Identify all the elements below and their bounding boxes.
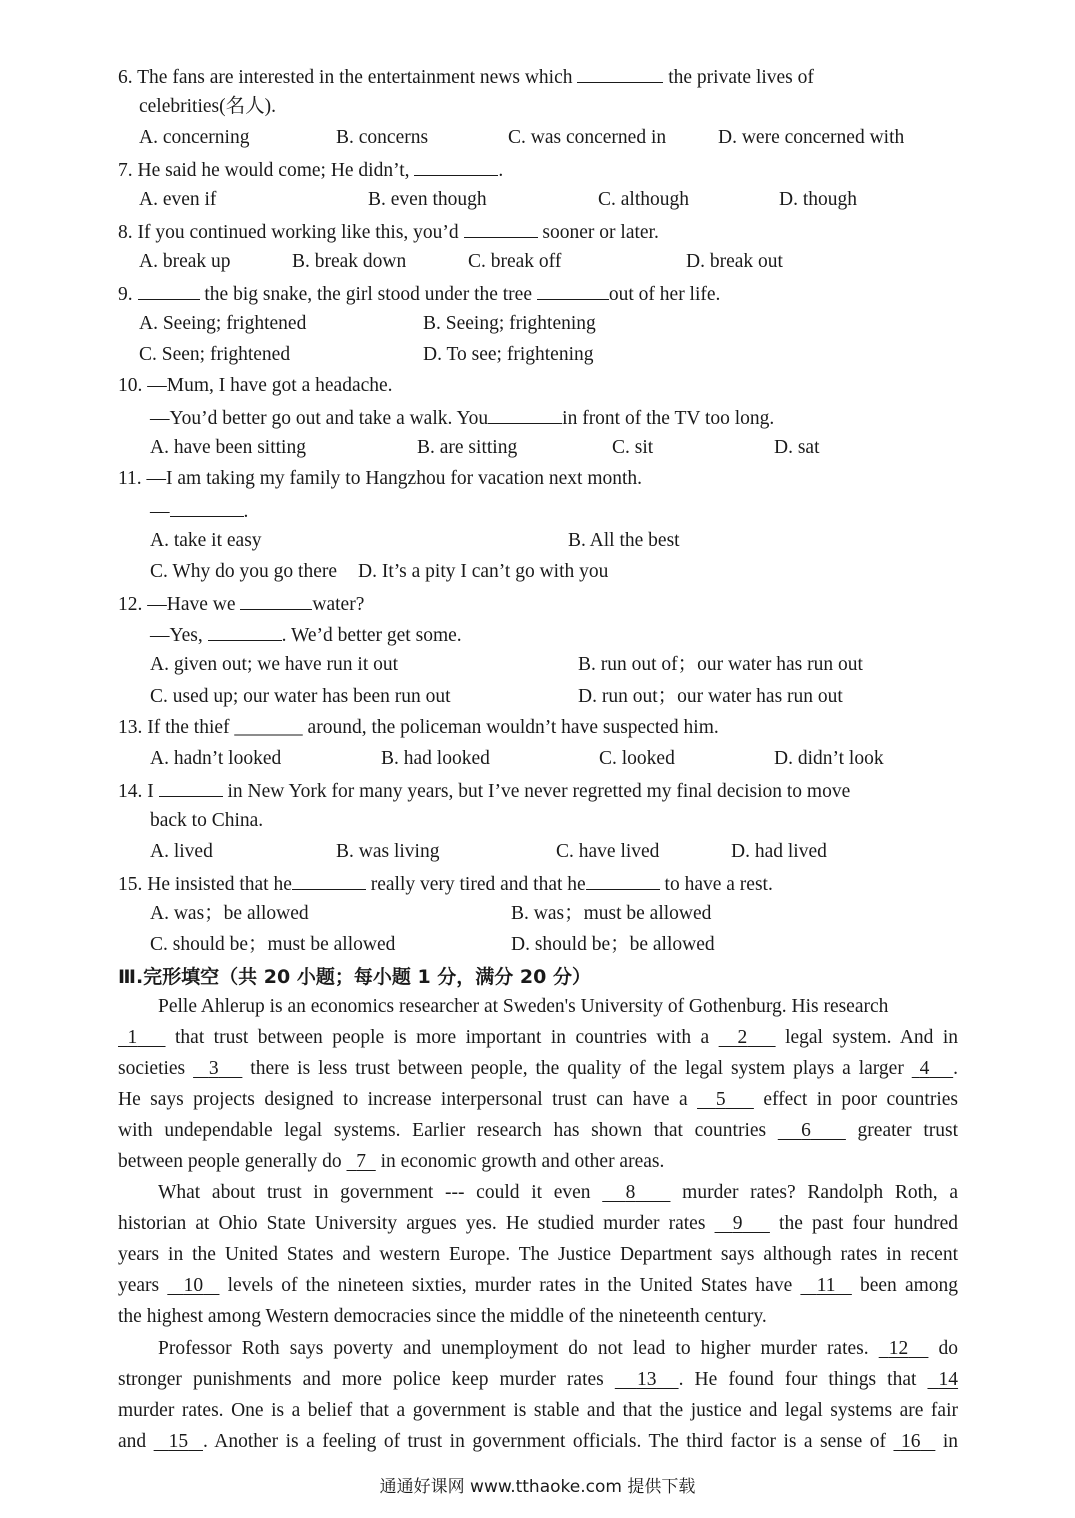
option-b[interactable]: B. had looked <box>381 748 490 769</box>
answer-blank[interactable] <box>577 64 663 83</box>
answer-blank[interactable] <box>208 622 282 641</box>
question-10-line2: —You’d better go out and take a walk. You in front of the TV too long. <box>150 405 774 431</box>
option-c[interactable]: C. was concerned in <box>508 127 667 148</box>
cloze-blank[interactable]: 1 <box>127 1027 138 1048</box>
option-b[interactable]: B. are sitting <box>417 437 518 458</box>
option-d[interactable]: D. should be；be allowed <box>511 934 715 955</box>
answer-blank[interactable] <box>138 281 200 300</box>
question-8-stem: 8. If you continued working like this, you’d sooner or later. <box>118 219 659 245</box>
answer-blank[interactable] <box>170 498 244 517</box>
option-d[interactable]: D. were concerned with <box>718 127 905 148</box>
question-7-stem: 7. He said he would come; He didn’t, . <box>118 157 503 183</box>
question-13-stem: 13. If the thief _______ around, the policeman wouldn’t have suspected him. <box>118 717 719 738</box>
option-c[interactable]: C. Why do you go there <box>150 561 338 582</box>
option-b[interactable]: B. was；must be allowed <box>511 903 712 924</box>
passage-line: Pelle Ahlerup is an economics researcher at Sweden's University of Gothenburg. His research <box>158 996 889 1017</box>
option-c[interactable]: C. sit <box>612 437 654 458</box>
option-c[interactable]: C. used up; our water has been run out <box>150 686 451 707</box>
option-d[interactable]: D. It’s a pity I can’t go with you <box>358 561 609 582</box>
question-11-line1: 11. —I am taking my family to Hangzhou for vacation next month. <box>118 468 643 489</box>
cloze-blank[interactable]: 7 <box>356 1151 366 1172</box>
passage-line: murder rates. One is a belief that a government is stable and that the justice and legal systems are fair <box>118 1400 958 1421</box>
option-a[interactable]: A. lived <box>150 841 213 862</box>
passage-line: years 10 levels of the nineteen sixties, murder rates in the United States have 11 been among <box>118 1275 959 1296</box>
answer-blank[interactable] <box>464 219 538 238</box>
option-d[interactable]: D. sat <box>774 437 820 458</box>
passage-line: between people generally do 7 in economic growth and other areas. <box>118 1151 665 1172</box>
answer-blank[interactable] <box>414 157 498 176</box>
question-6-stem-cont: celebrities(名人). <box>139 96 276 117</box>
passage-line: societies 3 there is less trust between people, the quality of the legal system plays a larger 4 . <box>118 1058 959 1079</box>
option-d[interactable]: D. didn’t look <box>774 748 884 769</box>
cloze-blank[interactable]: 12 <box>888 1338 909 1359</box>
option-d[interactable]: D. break out <box>686 251 783 272</box>
question-11-line2: — . <box>150 498 248 524</box>
option-b[interactable]: B. even though <box>368 189 487 210</box>
passage-line: What about trust in government --- could it even 8 murder rates? Randolph Roth, a <box>158 1182 959 1203</box>
passage-line: Professor Roth says poverty and unemployment do not lead to higher murder rates. 12 do <box>158 1338 959 1359</box>
passage-line: and 15 . Another is a feeling of trust in government officials. The third factor is a sense of 16 in <box>118 1431 959 1452</box>
passage-line: historian at Ohio State University argues yes. He studied murder rates 9 the past four hundred <box>118 1213 959 1234</box>
page-footer: 通通好课网 www.tthaoke.com 提供下载 <box>379 1477 696 1497</box>
answer-blank[interactable] <box>240 591 312 610</box>
option-a[interactable]: A. was；be allowed <box>150 903 309 924</box>
option-b[interactable]: B. Seeing; frightening <box>423 313 596 334</box>
answer-blank[interactable] <box>159 778 223 797</box>
option-a[interactable]: A. take it easy <box>150 530 262 551</box>
question-12-line1: 12. —Have we water? <box>118 591 364 617</box>
option-b[interactable]: B. run out of；our water has run out <box>578 654 863 675</box>
answer-blank[interactable] <box>292 871 366 890</box>
option-a[interactable]: A. hadn’t looked <box>150 748 282 769</box>
option-c[interactable]: C. have lived <box>556 841 660 862</box>
question-6-stem: 6. The fans are interested in the entertainment news which the private lives of <box>118 64 814 90</box>
option-b[interactable]: B. was living <box>336 841 440 862</box>
cloze-blank[interactable]: 3 <box>208 1058 219 1079</box>
option-c[interactable]: C. Seen; frightened <box>139 344 291 365</box>
passage-line: years in the United States and western Europe. The Justice Department says although rates in recent <box>118 1244 958 1265</box>
question-14-stem-cont: back to China. <box>150 810 264 831</box>
passage-line: 1 that trust between people is more important in countries with a 2 legal system. And in <box>118 1026 958 1050</box>
cloze-blank[interactable]: 9 <box>732 1213 743 1234</box>
passage-line: the highest among Western democracies since the middle of the nineteenth century. <box>118 1306 767 1327</box>
option-b[interactable]: B. All the best <box>568 530 680 551</box>
option-b[interactable]: B. break down <box>292 251 407 272</box>
cloze-blank[interactable]: 5 <box>715 1089 726 1110</box>
cloze-blank[interactable]: 16 <box>900 1431 921 1452</box>
cloze-blank[interactable]: 15 <box>168 1431 189 1452</box>
option-c[interactable]: C. looked <box>599 748 675 769</box>
option-c[interactable]: C. although <box>598 189 689 210</box>
option-d[interactable]: D. though <box>779 189 857 210</box>
passage-line: stronger punishments and more police keep murder rates 13 . He found four things that 14 <box>118 1369 959 1390</box>
question-12-line2: —Yes, . We’d better get some. <box>150 622 462 648</box>
question-10-line1: 10. —Mum, I have got a headache. <box>118 375 393 396</box>
option-a[interactable]: A. given out; we have run it out <box>150 654 399 675</box>
cloze-blank[interactable]: 10 <box>183 1275 204 1296</box>
question-9-stem: 9. the big snake, the girl stood under the tree out of her life. <box>118 281 720 307</box>
passage-line: with undependable legal systems. Earlier research has shown that countries 6 greater trust <box>118 1120 959 1141</box>
answer-blank[interactable] <box>586 871 660 890</box>
answer-blank[interactable] <box>488 405 562 424</box>
cloze-blank[interactable]: 11 <box>816 1275 836 1296</box>
cloze-blank[interactable]: 2 <box>737 1027 748 1048</box>
answer-blank[interactable] <box>537 281 609 300</box>
option-a[interactable]: A. even if <box>139 189 217 210</box>
option-a[interactable]: A. Seeing; frightened <box>139 313 307 334</box>
cloze-blank[interactable]: 4 <box>919 1058 930 1079</box>
option-d[interactable]: D. run out；our water has run out <box>578 686 843 707</box>
option-a[interactable]: A. break up <box>139 251 231 272</box>
option-d[interactable]: D. had lived <box>731 841 827 862</box>
cloze-blank[interactable]: 6 <box>801 1120 811 1141</box>
option-a[interactable]: A. concerning <box>139 127 250 148</box>
cloze-blank[interactable]: 13 <box>636 1369 657 1390</box>
option-c[interactable]: C. should be；must be allowed <box>150 934 396 955</box>
section-heading: Ⅲ.完形填空（共 20 小题；每小题 1 分，满分 20 分） <box>118 966 591 988</box>
passage-line: He says projects designed to increase interpersonal trust can have a 5 effect in poor countries <box>118 1089 958 1110</box>
option-d[interactable]: D. To see; frightening <box>423 344 594 365</box>
cloze-blank[interactable]: 8 <box>625 1182 636 1203</box>
cloze-blank[interactable]: 14 <box>938 1369 959 1390</box>
question-15-stem: 15. He insisted that he really very tired and that he to have a rest. <box>118 871 773 897</box>
option-c[interactable]: C. break off <box>468 251 562 272</box>
question-14-stem: 14. I in New York for many years, but I’ve never regretted my final decision to move <box>118 778 850 804</box>
option-b[interactable]: B. concerns <box>336 127 429 148</box>
option-a[interactable]: A. have been sitting <box>150 437 306 458</box>
